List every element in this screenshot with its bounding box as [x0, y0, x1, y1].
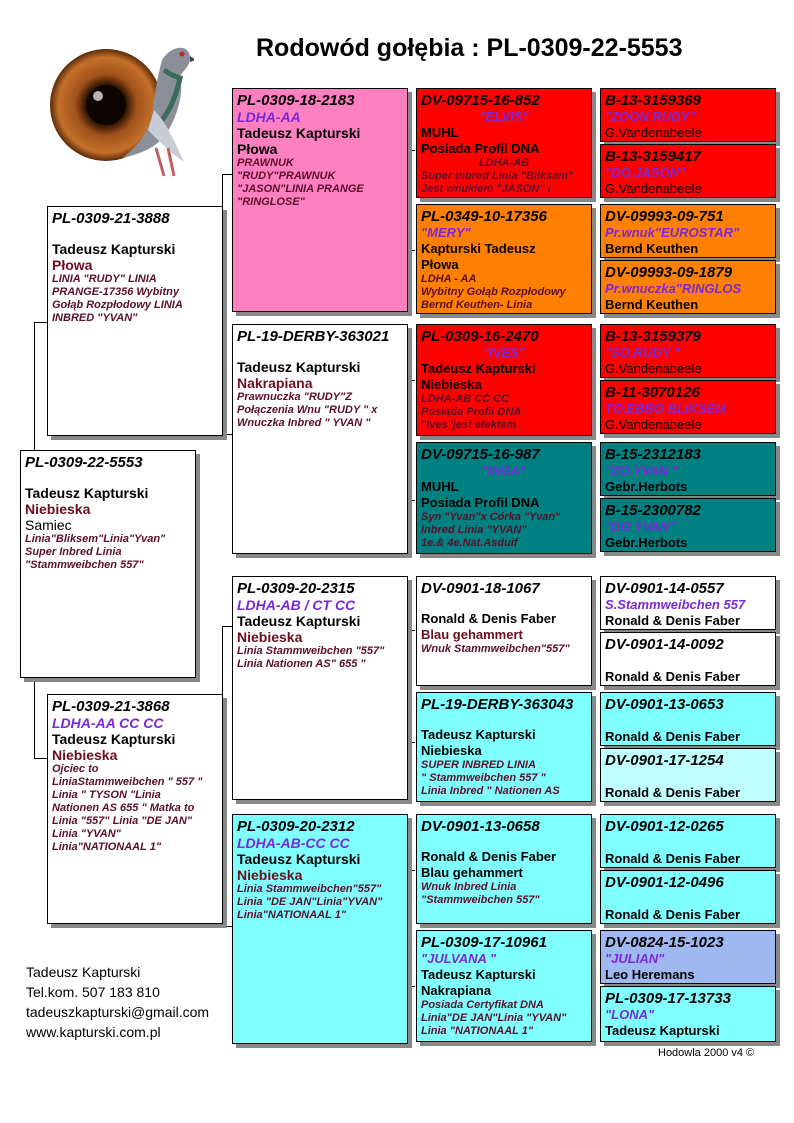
fm-note: Prawnuczka "RUDY"Z	[237, 391, 352, 403]
mm-owner: Tadeusz Kapturski	[237, 851, 361, 867]
subject-note: Super Inbred Linia	[25, 546, 122, 558]
ffm-owner: Kapturski Tadeusz	[421, 241, 536, 256]
ffm-name: "MERY"	[421, 225, 471, 240]
fff-note: Jest wnukiem "JASON" i	[421, 183, 551, 195]
father-note: PRANGE-17356 Wybitny	[52, 286, 179, 298]
subject-sex: Samiec	[25, 517, 72, 533]
g5-name: S.Stammweibchen 557	[605, 597, 746, 612]
fmm-owner: MUHL	[421, 479, 459, 494]
g5-owner: Tadeusz Kapturski	[605, 1023, 720, 1038]
g5-ring-number: DV-0901-13-0653	[605, 696, 724, 713]
fm-note: Połączenia Wnu "RUDY " x	[237, 404, 378, 416]
fmm-note: 1e.& 4e.Nat.Asduif	[421, 537, 518, 549]
subject-owner: Tadeusz Kapturski	[25, 485, 149, 501]
mfm-note: SUPER INBRED LINIA	[421, 759, 536, 771]
mmf-note: "Stammweibchen 557"	[421, 894, 540, 906]
ff-color: Płowa	[237, 141, 278, 157]
mother-note: Nationen AS 655 " Matka to	[52, 802, 195, 814]
fmm-line2: Posiada Profil DNA	[421, 495, 540, 510]
g5-owner: Ronald & Denis Faber	[605, 669, 741, 684]
mff-line2: Blau gehammert	[421, 627, 523, 642]
mf-note: Linia Nationen AS" 655 "	[237, 658, 366, 670]
g5-name: Pr.wnuk"EUROSTAR"	[605, 225, 740, 240]
fm-color: Nakrapiana	[237, 375, 313, 391]
g5-ring-number: B-15-2300782	[605, 502, 701, 519]
mmm-owner: Tadeusz Kapturski	[421, 967, 536, 982]
grandmother-maternal-card	[232, 814, 408, 1044]
ff-note: "RUDY"PRAWNUK	[237, 170, 336, 182]
g5-card	[600, 632, 776, 686]
mmm-note: Linia "NATIONAAL 1"	[421, 1025, 534, 1037]
mmm-card	[416, 930, 592, 1042]
father-note: LINIA "RUDY" LINIA	[52, 273, 157, 285]
g5-owner: Ronald & Denis Faber	[605, 851, 741, 866]
father-color: Płowa	[52, 257, 93, 273]
g5-owner: Bernd Keuthen	[605, 297, 699, 312]
mff-note: Wnuk Stammweibchen"557"	[421, 643, 570, 655]
mf-note: Linia Stammweibchen "557"	[237, 645, 385, 657]
mmm-note: Posiada Certyfikat DNA	[421, 999, 544, 1011]
g5-owner: Gebr.Herbots	[605, 479, 688, 494]
g5-owner: Ronald & Denis Faber	[605, 785, 741, 800]
fff-card	[416, 88, 592, 198]
ff-note: "RINGLOSE"	[237, 196, 305, 208]
mother-owner: Tadeusz Kapturski	[52, 731, 176, 747]
g5-card	[600, 380, 776, 434]
g5-card	[600, 144, 776, 198]
ffm-line2: Płowa	[421, 257, 459, 272]
g5-owner: Leo Heremans	[605, 967, 695, 982]
g5-card	[600, 814, 776, 868]
fmf-owner: Tadeusz Kapturski	[421, 361, 536, 376]
pigeon-eye-logo-icon	[44, 30, 194, 180]
g5-ring-number: DV-0824-15-1023	[605, 934, 724, 951]
father-ring-number: PL-0309-21-3888	[52, 210, 170, 227]
ff-ring-number: PL-0309-18-2183	[237, 92, 355, 109]
mmf-card	[416, 814, 592, 924]
ffm-note: LDHA - AA	[421, 273, 477, 285]
mm-dna: LDHA-AB-CC CC	[237, 835, 350, 851]
ffm-ring-number: PL-0349-10-17356	[421, 208, 547, 225]
g5-ring-number: PL-0309-17-13733	[605, 990, 731, 1007]
fff-note: LDHA-AB	[478, 157, 530, 169]
fmf-note: LDHA-AB CC CC	[421, 393, 509, 405]
g5-name: "ZOON RUDY"	[605, 109, 696, 124]
mmf-line2: Blau gehammert	[421, 865, 523, 880]
g5-owner: Ronald & Denis Faber	[605, 729, 741, 744]
mother-note: Linia "YVAN"	[52, 828, 121, 840]
fmf-line2: Niebieska	[421, 377, 482, 392]
fm-owner: Tadeusz Kapturski	[237, 359, 361, 375]
g5-card	[600, 260, 776, 314]
mother-note: Ojciec to	[52, 763, 99, 775]
mother-ring-number: PL-0309-21-3868	[52, 698, 170, 715]
ffm-note: Wybitny Gołąb Rozpłodowy	[421, 286, 566, 298]
page-title: Rodowód gołębia : PL-0309-22-5553	[256, 34, 683, 62]
mother-note: LiniaStammweibchen " 557 "	[52, 776, 203, 788]
g5-card	[600, 870, 776, 924]
fm-note: Wnuczka Inbred " YVAN "	[237, 417, 371, 429]
fmm-card	[416, 442, 592, 554]
g5-owner: Ronald & Denis Faber	[605, 613, 741, 628]
father-card	[47, 206, 223, 436]
fmm-name: "INGA"	[481, 463, 527, 478]
fmf-note: Posiada Profil DNA	[421, 406, 522, 418]
fmf-name: "IVES"	[483, 345, 525, 360]
fff-note: Super Inbred Linia "Bliksem"	[421, 170, 574, 182]
mm-note: Linia "DE JAN"Linia"YVAN"	[237, 896, 383, 908]
mmf-owner: Ronald & Denis Faber	[421, 849, 557, 864]
g5-owner: G.Vandenabeele	[605, 125, 702, 140]
fff-name: "ELVIS"	[479, 109, 529, 124]
g5-card	[600, 748, 776, 802]
fff-ring-number: DV-09715-16-852	[421, 92, 540, 109]
g5-name: "JULIAN"	[605, 951, 665, 966]
breeder-email[interactable]: tadeuszkapturski@gmail.com	[26, 1004, 210, 1020]
subject-ring-number: PL-0309-22-5553	[25, 454, 143, 471]
g5-ring-number: B-11-3070126	[605, 384, 700, 401]
mmm-note: Linia"DE JAN"Linia "YVAN"	[421, 1012, 567, 1024]
ff-note: "JASON"LINIA PRANGE	[237, 183, 364, 195]
g5-ring-number: B-13-3159417	[605, 148, 701, 165]
mother-dna: LDHA-AA CC CC	[52, 715, 164, 731]
mf-color: Niebieska	[237, 629, 303, 645]
fmf-note: "Ives"jest efektem	[421, 419, 517, 431]
g5-ring-number: DV-0901-12-0496	[605, 874, 724, 891]
fmm-ring-number: DV-09715-16-987	[421, 446, 540, 463]
mfm-owner: Tadeusz Kapturski	[421, 727, 536, 742]
subject-note: "Stammweibchen 557"	[25, 559, 144, 571]
g5-name: "ZO.YVAN "	[605, 463, 678, 478]
breeder-name: Tadeusz Kapturski	[26, 964, 141, 980]
g5-card	[600, 930, 776, 984]
g5-card	[600, 88, 776, 142]
fmm-note: Inbred Linia "YVAN"	[421, 524, 527, 536]
g5-ring-number: DV-0901-17-1254	[605, 752, 724, 769]
g5-card	[600, 324, 776, 378]
fff-line2: Posiada Profil DNA	[421, 141, 540, 156]
g5-name: Pr.wnuczka"RINGLOS	[605, 281, 742, 296]
subject-pigeon-card	[20, 450, 196, 678]
breeder-contact	[26, 962, 209, 1042]
ff-owner: Tadeusz Kapturski	[237, 125, 361, 141]
mmm-name: "JULVANA "	[421, 951, 497, 966]
breeder-phone: Tel.kom. 507 183 810	[26, 984, 160, 1000]
fmf-ring-number: PL-0309-16-2470	[421, 328, 539, 345]
mmm-line2: Nakrapiana	[421, 983, 492, 998]
father-owner: Tadeusz Kapturski	[52, 241, 176, 257]
mother-note: Linia "557" Linia "DE JAN"	[52, 815, 193, 827]
g5-card	[600, 692, 776, 746]
mfm-note: Linia Inbred " Nationen AS	[421, 785, 560, 797]
g5-name	[605, 891, 771, 907]
g5-owner: G.Vandenabeele	[605, 181, 702, 196]
g5-ring-number: DV-09993-09-751	[605, 208, 724, 225]
mmm-ring-number: PL-0309-17-10961	[421, 934, 547, 951]
fmf-card	[416, 324, 592, 436]
g5-ring-number: B-13-3159379	[605, 328, 701, 345]
mf-dna: LDHA-AB / CT CC	[237, 597, 356, 613]
mm-note: Linia Stammweibchen"557"	[237, 883, 382, 895]
fm-ring-number: PL-19-DERBY-363021	[237, 328, 390, 345]
mfm-line2: Niebieska	[421, 743, 482, 758]
g5-owner: G.Vandenabeele	[605, 417, 702, 432]
mfm-card	[416, 692, 592, 802]
subject-note: Linia"Bliksem"Linia"Yvan"	[25, 533, 166, 545]
g5-ring-number: DV-0901-14-0092	[605, 636, 724, 653]
ff-dna: LDHA-AA	[237, 109, 301, 125]
software-signature: Hodowla 2000 v4 ©	[658, 1047, 755, 1059]
g5-name	[605, 713, 771, 729]
g5-card	[600, 498, 776, 552]
g5-card	[600, 576, 776, 630]
g5-owner: Ronald & Denis Faber	[605, 907, 741, 922]
g5-ring-number: DV-09993-09-1879	[605, 264, 733, 281]
father-note: Gołąb Rozpłodowy LINIA	[52, 299, 183, 311]
grandfather-maternal-card	[232, 576, 408, 800]
father-note: INBRED "YVAN"	[52, 312, 138, 324]
mff-card	[416, 576, 592, 686]
mf-ring-number: PL-0309-20-2315	[237, 580, 355, 597]
mf-owner: Tadeusz Kapturski	[237, 613, 361, 629]
mother-card	[47, 694, 223, 924]
g5-name: "SO.RUDY "	[605, 345, 680, 360]
g5-card	[600, 442, 776, 496]
g5-card	[600, 986, 776, 1042]
g5-ring-number: B-13-3159369	[605, 92, 701, 109]
mff-owner: Ronald & Denis Faber	[421, 611, 557, 626]
subject-color: Niebieska	[25, 501, 91, 517]
mother-color: Niebieska	[52, 747, 118, 763]
g5-name	[605, 835, 771, 851]
mother-note: Linia " TYSON "Linia	[52, 789, 161, 801]
g5-ring-number: DV-0901-12-0265	[605, 818, 724, 835]
ffm-card	[416, 204, 592, 314]
mother-note: Linia"NATIONAAL 1"	[52, 841, 162, 853]
mmf-ring-number: DV-0901-13-0658	[421, 818, 540, 835]
g5-owner: Bernd Keuthen	[605, 241, 699, 256]
g5-ring-number: B-15-2312183	[605, 446, 701, 463]
mfm-note: " Stammweibchen 557 "	[421, 772, 546, 784]
grandmother-paternal-card	[232, 324, 408, 554]
mfm-ring-number: PL-19-DERBY-363043	[421, 696, 574, 713]
g5-ring-number: DV-0901-14-0557	[605, 580, 724, 597]
ff-note: PRAWNUK	[237, 157, 294, 169]
g5-name: TO.EBBO BLIKSEM	[605, 401, 727, 416]
g5-card	[600, 204, 776, 258]
mmf-note: Wnuk Inbred Linia	[421, 881, 517, 893]
mm-color: Niebieska	[237, 867, 303, 883]
fmm-note: Syn "Yvan"x Córka "Yvan"	[421, 511, 561, 523]
g5-name: "LONA"	[605, 1007, 655, 1022]
mm-ring-number: PL-0309-20-2312	[237, 818, 355, 835]
g5-name: "DO.JASON"	[605, 165, 686, 180]
grandfather-paternal-card	[232, 88, 408, 312]
fff-owner: MUHL	[421, 125, 459, 140]
g5-name	[605, 769, 771, 785]
g5-owner: Gebr.Herbots	[605, 535, 688, 550]
g5-name: "DO YVAN"	[605, 519, 676, 534]
ffm-note: Bernd Keuthen- Linia	[421, 299, 533, 311]
g5-owner: G.Vandenabeele	[605, 361, 702, 376]
g5-name	[605, 653, 771, 669]
mff-ring-number: DV-0901-18-1067	[421, 580, 540, 597]
mm-note: Linia"NATIONAAL 1"	[237, 909, 347, 921]
breeder-website[interactable]: www.kapturski.com.pl	[26, 1024, 161, 1040]
